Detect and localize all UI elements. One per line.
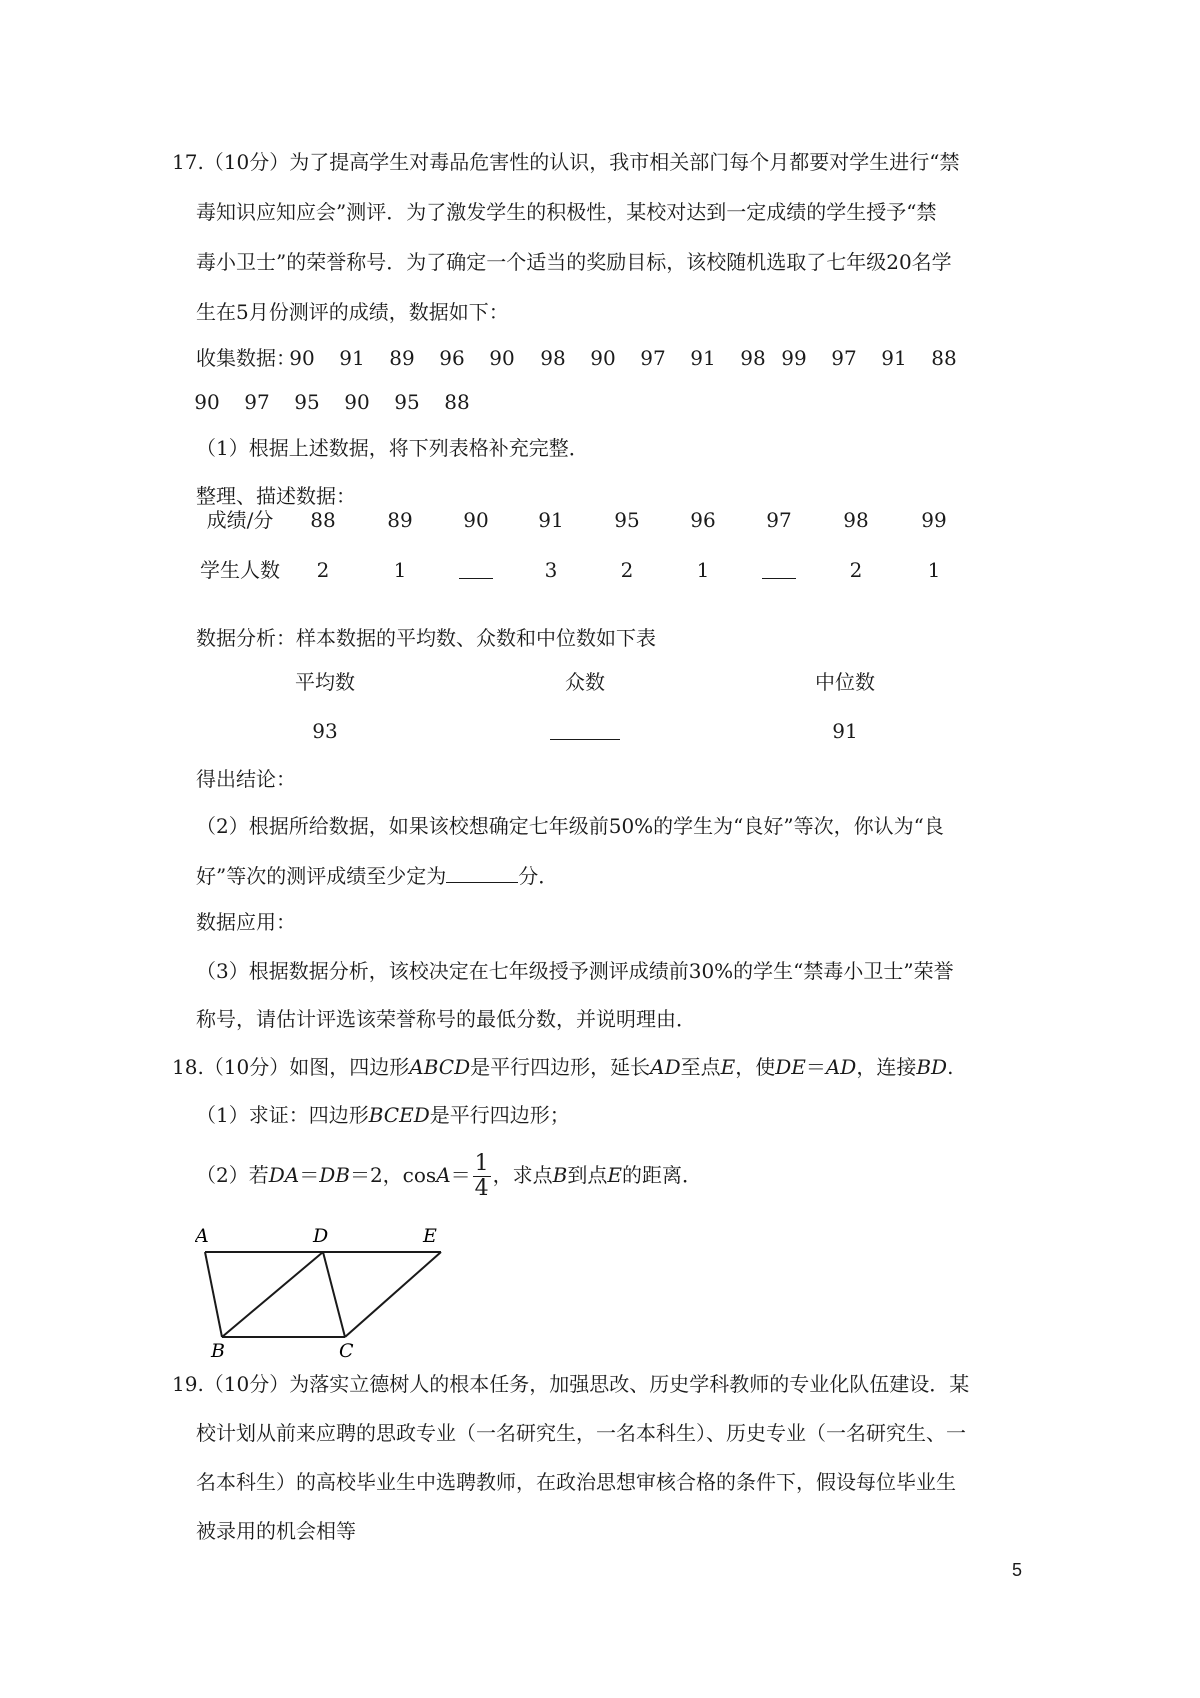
table1-row-header: 成绩/分 <box>206 508 274 532</box>
q18-text: 是平行四边形； <box>429 1103 570 1127</box>
q18-text: 的距离． <box>621 1163 702 1187</box>
q18-math: AD <box>825 1055 857 1079</box>
fraction-numerator: 1 <box>474 1151 489 1176</box>
q19-line4: 被录用的机会相等 <box>196 1519 356 1543</box>
page-number: 5 <box>1011 1560 1022 1580</box>
parallelogram-figure <box>195 1220 485 1360</box>
q19-line1: 19.（10分）为落实立德树人的根本任务，加强思改、历史学科教师的专业化队伍建设．某 <box>172 1372 970 1396</box>
segment-ce <box>345 1252 441 1337</box>
q18-line1 <box>172 1053 953 1081</box>
q18-text: 18.（10分）如图，四边形 <box>172 1055 410 1079</box>
q17-line1: 17.（10分）为了提高学生对毒品危害性的认识，我市相关部门每个月都要对学生进行“禁 <box>172 150 960 174</box>
q18-text: ，连接 <box>856 1055 917 1079</box>
q18-text: ＝2，cos <box>349 1163 437 1187</box>
table1-cell: 1 <box>696 558 710 582</box>
q18-math: DE <box>775 1055 806 1079</box>
table1-cell: 98 <box>843 508 869 532</box>
q18-math: BCED <box>368 1103 430 1127</box>
q17-line3: 毒小卫士”的荣誉称号．为了确定一个适当的奖励目标，该校随机选取了七年级20名学 <box>196 250 952 274</box>
table1-cell: 96 <box>690 508 716 532</box>
table1-cell: 95 <box>614 508 640 532</box>
segment-ab <box>205 1252 222 1337</box>
q18-text: ＝ <box>450 1163 471 1187</box>
q18-text: 到点 <box>567 1163 608 1187</box>
q18-text: （1）求证：四边形 <box>196 1103 369 1127</box>
table1-cell: 2 <box>849 558 863 582</box>
q18-text: ，求点 <box>492 1163 553 1187</box>
q18-math: B <box>552 1163 568 1187</box>
point-label-d: D <box>313 1225 329 1247</box>
q18-text: 是平行四边形，延长 <box>470 1055 651 1079</box>
part2-answer-blank[interactable] <box>446 860 518 883</box>
application-label: 数据应用： <box>196 910 296 934</box>
q17-part1: （1）根据上述数据，将下列表格补充完整． <box>196 436 589 460</box>
q17-part3-line1: （3）根据数据分析，该校决定在七年级授予测评成绩前30%的学生“禁毒小卫士”荣誉 <box>196 959 954 983</box>
collect-value: 91 <box>690 346 716 370</box>
mode-answer-blank[interactable] <box>525 717 645 747</box>
collect-value: 95 <box>394 390 420 414</box>
collect-value: 98 <box>740 346 766 370</box>
q18-math: DA <box>268 1163 300 1187</box>
table1-cell: 97 <box>766 508 792 532</box>
q18-text: . <box>947 1055 954 1079</box>
q17-line2: 毒知识应知应会”测评．为了激发学生的积极性，某校对达到一定成绩的学生授予“禁 <box>196 200 937 224</box>
table2-header: 平均数 <box>295 670 355 694</box>
collect-value: 88 <box>444 390 470 414</box>
collect-value: 90 <box>489 346 515 370</box>
collect-label: 收集数据： <box>196 346 296 370</box>
collect-value: 91 <box>881 346 907 370</box>
q18-text: 至点 <box>680 1055 721 1079</box>
segment-bd <box>222 1252 323 1337</box>
q18-text: ＝ <box>805 1055 826 1079</box>
table2-header: 众数 <box>565 670 605 694</box>
q18-text: ，使 <box>735 1055 776 1079</box>
collect-value: 90 <box>194 390 220 414</box>
collect-value: 90 <box>590 346 616 370</box>
q18-math: DB <box>319 1163 350 1187</box>
q18-text: ＝ <box>299 1163 320 1187</box>
q19-line2: 校计划从前来应聘的思政专业（一名研究生，一名本科生）、历史专业（一名研究生、一 <box>196 1421 966 1445</box>
q17-line4: 生在5月份测评的成绩，数据如下： <box>196 300 509 324</box>
collect-value: 89 <box>389 346 415 370</box>
point-label-a: A <box>195 1225 209 1247</box>
collect-value: 90 <box>289 346 315 370</box>
collect-value: 98 <box>540 346 566 370</box>
q18-math: E <box>720 1055 736 1079</box>
collect-value: 97 <box>244 390 270 414</box>
collect-value: 97 <box>640 346 666 370</box>
segment-dc <box>323 1252 345 1337</box>
fraction-denominator: 4 <box>474 1176 489 1201</box>
q17-part2-line1: （2）根据所给数据，如果该校想确定七年级前50%的学生为“良好”等次，你认为“良 <box>196 814 944 838</box>
collect-value: 99 <box>781 346 807 370</box>
table1-cell: 99 <box>921 508 947 532</box>
collect-value: 97 <box>831 346 857 370</box>
point-label-b: B <box>211 1340 225 1360</box>
collect-value: 90 <box>344 390 370 414</box>
table1-cell: 88 <box>310 508 336 532</box>
conclusion-label: 得出结论： <box>196 767 296 791</box>
table2-value: 91 <box>832 719 858 743</box>
part2-text-a: 好”等次的测评成绩至少定为 <box>196 864 447 888</box>
fraction <box>473 1152 491 1201</box>
collect-value: 96 <box>439 346 465 370</box>
table2-value: 93 <box>312 719 338 743</box>
table1-cell: 2 <box>620 558 634 582</box>
table2-header: 中位数 <box>815 670 875 694</box>
table1-cell: 3 <box>544 558 558 582</box>
point-label-c: C <box>339 1340 354 1360</box>
q18-text: （2）若 <box>196 1163 269 1187</box>
part2-text-b: 分． <box>518 864 559 888</box>
q18-part2 <box>196 1147 702 1203</box>
table1-cell: 91 <box>538 508 564 532</box>
collect-value: 95 <box>294 390 320 414</box>
count-answer-blank[interactable] <box>749 556 809 586</box>
analysis-label: 数据分析：样本数据的平均数、众数和中位数如下表 <box>196 626 656 650</box>
q18-math: E <box>607 1163 622 1187</box>
collect-value: 91 <box>339 346 365 370</box>
organize-label: 整理、描述数据： <box>196 484 356 508</box>
collect-value: 88 <box>931 346 957 370</box>
q17-part2-line2 <box>196 860 558 890</box>
q19-line3: 名本科生）的高校毕业生中选聘教师，在政治思想审核合格的条件下，假设每位毕业生 <box>196 1470 956 1494</box>
q17-part3-line2: 称号，请估计评选该荣誉称号的最低分数，并说明理由． <box>196 1007 696 1031</box>
table1-cell: 90 <box>463 508 489 532</box>
q18-part1 <box>196 1101 570 1129</box>
table1-cell: 89 <box>387 508 413 532</box>
q18-math: AD <box>650 1055 681 1079</box>
table1-cell: 2 <box>316 558 330 582</box>
count-answer-blank[interactable] <box>446 556 506 586</box>
q18-math: ABCD <box>409 1055 471 1079</box>
point-label-e: E <box>423 1225 437 1247</box>
q18-math: BD <box>916 1055 948 1079</box>
q18-math: A <box>436 1163 451 1187</box>
table1-row-header: 学生人数 <box>200 558 280 582</box>
table1-cell: 1 <box>927 558 941 582</box>
table1-cell: 1 <box>393 558 407 582</box>
